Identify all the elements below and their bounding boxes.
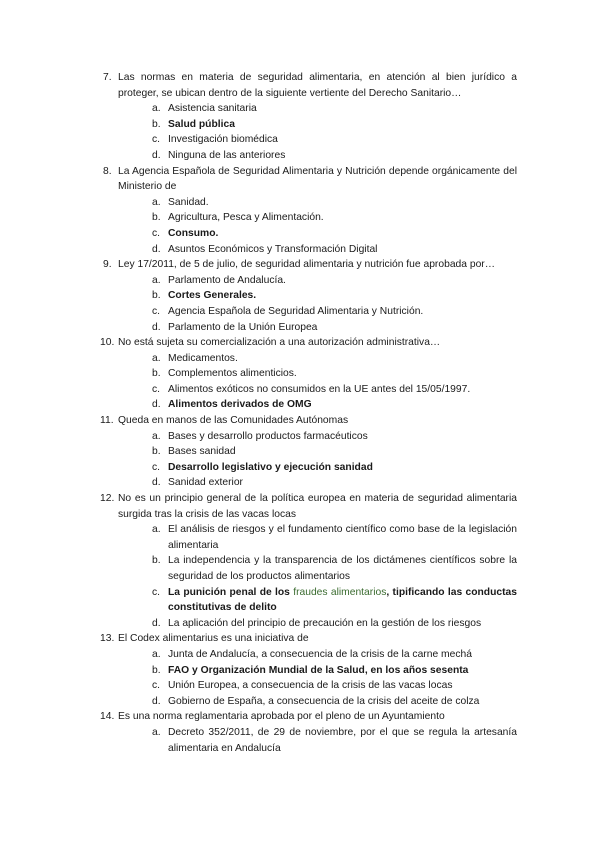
option-c xyxy=(152,132,517,148)
option-c xyxy=(152,304,517,320)
option-d xyxy=(152,320,517,336)
option-b xyxy=(152,288,517,304)
question-number: 7. xyxy=(103,72,112,83)
option-letter: d. xyxy=(152,399,161,411)
option-letter: a. xyxy=(152,274,161,286)
question-text: Las normas en materia de seguridad alimentaria, en atención al bien jurídico a proteger, se ubican dentro de la siguiente vertiente del Derecho Sanitario… xyxy=(118,72,517,99)
option-text: Bases sanidad xyxy=(168,446,236,458)
option-list xyxy=(118,101,517,163)
question-text: Queda en manos de las Comunidades Autónomas xyxy=(118,415,349,427)
option-b xyxy=(152,117,517,133)
option-letter: b. xyxy=(152,368,161,380)
option-a xyxy=(152,725,517,756)
option-letter: b. xyxy=(152,212,161,224)
question-13 xyxy=(100,631,517,709)
option-text: Medicamentos. xyxy=(168,352,238,364)
option-text: Decreto 352/2011, de 29 de noviembre, por el que se regula la artesanía alimentaria en Andalucía xyxy=(168,726,517,754)
option-d xyxy=(152,475,517,491)
option-letter: d. xyxy=(152,243,161,255)
option-c xyxy=(152,226,517,242)
option-letter: c. xyxy=(152,134,161,146)
option-a xyxy=(152,273,517,289)
option-b xyxy=(152,663,517,679)
question-number: 10. xyxy=(100,337,115,349)
question-text: No es un principio general de la política europea en materia de seguridad alimentaria surgida tras la crisis de las vacas locas xyxy=(118,493,517,520)
option-text-part: , tipificando las conductas constitutivas de delito xyxy=(168,586,517,614)
option-letter: a. xyxy=(152,524,161,536)
option-text: Bases y desarrollo productos farmacéuticos xyxy=(168,430,368,442)
question-text: El Codex alimentarius es una iniciativa de xyxy=(118,633,309,645)
question-list xyxy=(100,70,517,756)
option-text: Parlamento de Andalucía. xyxy=(168,274,286,286)
option-text: Unión Europea, a consecuencia de la crisis de las vacas locas xyxy=(168,680,453,692)
option-text: Parlamento de la Unión Europea xyxy=(168,321,318,333)
option-list xyxy=(118,522,517,631)
option-text-correct: Consumo. xyxy=(168,227,219,239)
option-text: Ninguna de las anteriores xyxy=(168,149,286,161)
question-number: 13. xyxy=(100,633,115,645)
option-letter: b. xyxy=(152,290,161,302)
option-text: Sanidad exterior xyxy=(168,477,243,489)
question-text: No está sujeta su comercialización a una autorización administrativa… xyxy=(118,337,441,349)
option-d xyxy=(152,242,517,258)
option-d xyxy=(152,694,517,710)
option-list xyxy=(118,429,517,491)
question-text: Ley 17/2011, de 5 de julio, de seguridad alimentaria y nutrición fue aprobada por… xyxy=(118,259,496,271)
option-text-correct: Desarrollo legislativo y ejecución sanidad xyxy=(168,461,373,473)
option-letter: d. xyxy=(152,695,161,707)
option-text: Sanidad. xyxy=(168,196,209,208)
option-text: Complementos alimenticios. xyxy=(168,368,297,380)
option-a xyxy=(152,101,517,117)
option-letter: a. xyxy=(152,430,161,442)
option-text-correct: FAO y Organización Mundial de la Salud, en los años sesenta xyxy=(168,664,469,676)
question-11 xyxy=(100,413,517,491)
option-list xyxy=(118,195,517,257)
option-letter: a. xyxy=(152,196,161,208)
option-text: Investigación biomédica xyxy=(168,134,278,146)
option-b xyxy=(152,444,517,460)
question-text: Es una norma reglamentaria aprobada por el pleno de un Ayuntamiento xyxy=(118,711,445,723)
option-letter: b. xyxy=(152,555,161,567)
question-10 xyxy=(100,335,517,413)
question-12 xyxy=(100,491,517,631)
question-number: 14. xyxy=(100,711,115,723)
option-a xyxy=(152,522,517,553)
option-letter: a. xyxy=(152,648,161,660)
option-text: Asistencia sanitaria xyxy=(168,103,257,115)
option-letter: b. xyxy=(152,664,161,676)
question-text: La Agencia Española de Seguridad Alimentaria y Nutrición depende orgánicamente del Ministerio de xyxy=(118,165,517,193)
option-text-correct: Cortes Generales. xyxy=(168,290,257,302)
option-text: Agricultura, Pesca y Alimentación. xyxy=(168,212,324,224)
option-text: Alimentos exóticos no consumidos en la UE antes del 15/05/1997. xyxy=(168,383,471,395)
option-a xyxy=(152,351,517,367)
option-letter: d. xyxy=(152,477,161,489)
option-a xyxy=(152,429,517,445)
option-text-correct xyxy=(168,585,517,616)
option-list xyxy=(118,351,517,413)
option-text: Gobierno de España, a consecuencia de la crisis del aceite de colza xyxy=(168,695,480,707)
option-d xyxy=(152,148,517,164)
option-c xyxy=(152,382,517,398)
option-letter: d. xyxy=(152,321,161,333)
question-number: 8. xyxy=(103,165,112,177)
option-c xyxy=(152,678,517,694)
option-d xyxy=(152,397,517,413)
option-letter: a. xyxy=(152,352,161,364)
option-letter: a. xyxy=(152,726,161,738)
option-letter: c. xyxy=(152,586,161,598)
question-14 xyxy=(100,709,517,756)
option-text: Asuntos Económicos y Transformación Digital xyxy=(168,243,378,255)
option-letter: c. xyxy=(152,227,161,239)
question-number: 11. xyxy=(100,415,114,427)
question-9 xyxy=(103,257,517,335)
option-d xyxy=(152,616,517,632)
option-letter: d. xyxy=(152,617,161,629)
highlighted-term: fraudes alimentarios xyxy=(293,586,387,598)
option-c xyxy=(152,585,517,616)
option-text: La independencia y la transparencia de los dictámenes científicos sobre la seguridad de los productos alimentarios xyxy=(168,555,517,582)
question-7 xyxy=(103,70,517,164)
option-text: El análisis de riesgos y el fundamento científico como base de la legislación alimentaria xyxy=(168,524,517,551)
option-letter: c. xyxy=(152,680,161,692)
option-c xyxy=(152,460,517,476)
option-b xyxy=(152,553,517,584)
option-text: Junta de Andalucía, a consecuencia de la crisis de la carne mechá xyxy=(168,648,472,660)
option-list xyxy=(118,273,517,335)
option-letter: c. xyxy=(152,305,161,317)
option-text: Agencia Española de Seguridad Alimentaria y Nutrición. xyxy=(168,305,424,317)
option-b xyxy=(152,210,517,226)
option-a xyxy=(152,647,517,663)
option-letter: c. xyxy=(152,461,161,473)
option-text-correct: Alimentos derivados de OMG xyxy=(168,399,312,411)
option-text-part: La punición penal de los xyxy=(168,586,294,598)
question-number: 12. xyxy=(100,493,115,505)
option-letter: b. xyxy=(152,446,161,458)
option-list xyxy=(118,647,517,709)
option-letter: b. xyxy=(152,118,161,130)
option-list xyxy=(118,725,517,756)
option-letter: c. xyxy=(152,383,161,395)
question-8 xyxy=(103,164,517,258)
option-letter: a. xyxy=(152,103,161,115)
option-text: La aplicación del principio de precaución en la gestión de los riesgos xyxy=(168,617,482,629)
option-b xyxy=(152,366,517,382)
option-letter: d. xyxy=(152,149,161,161)
option-a xyxy=(152,195,517,211)
question-number: 9. xyxy=(103,259,112,271)
option-text-correct: Salud pública xyxy=(168,118,235,130)
